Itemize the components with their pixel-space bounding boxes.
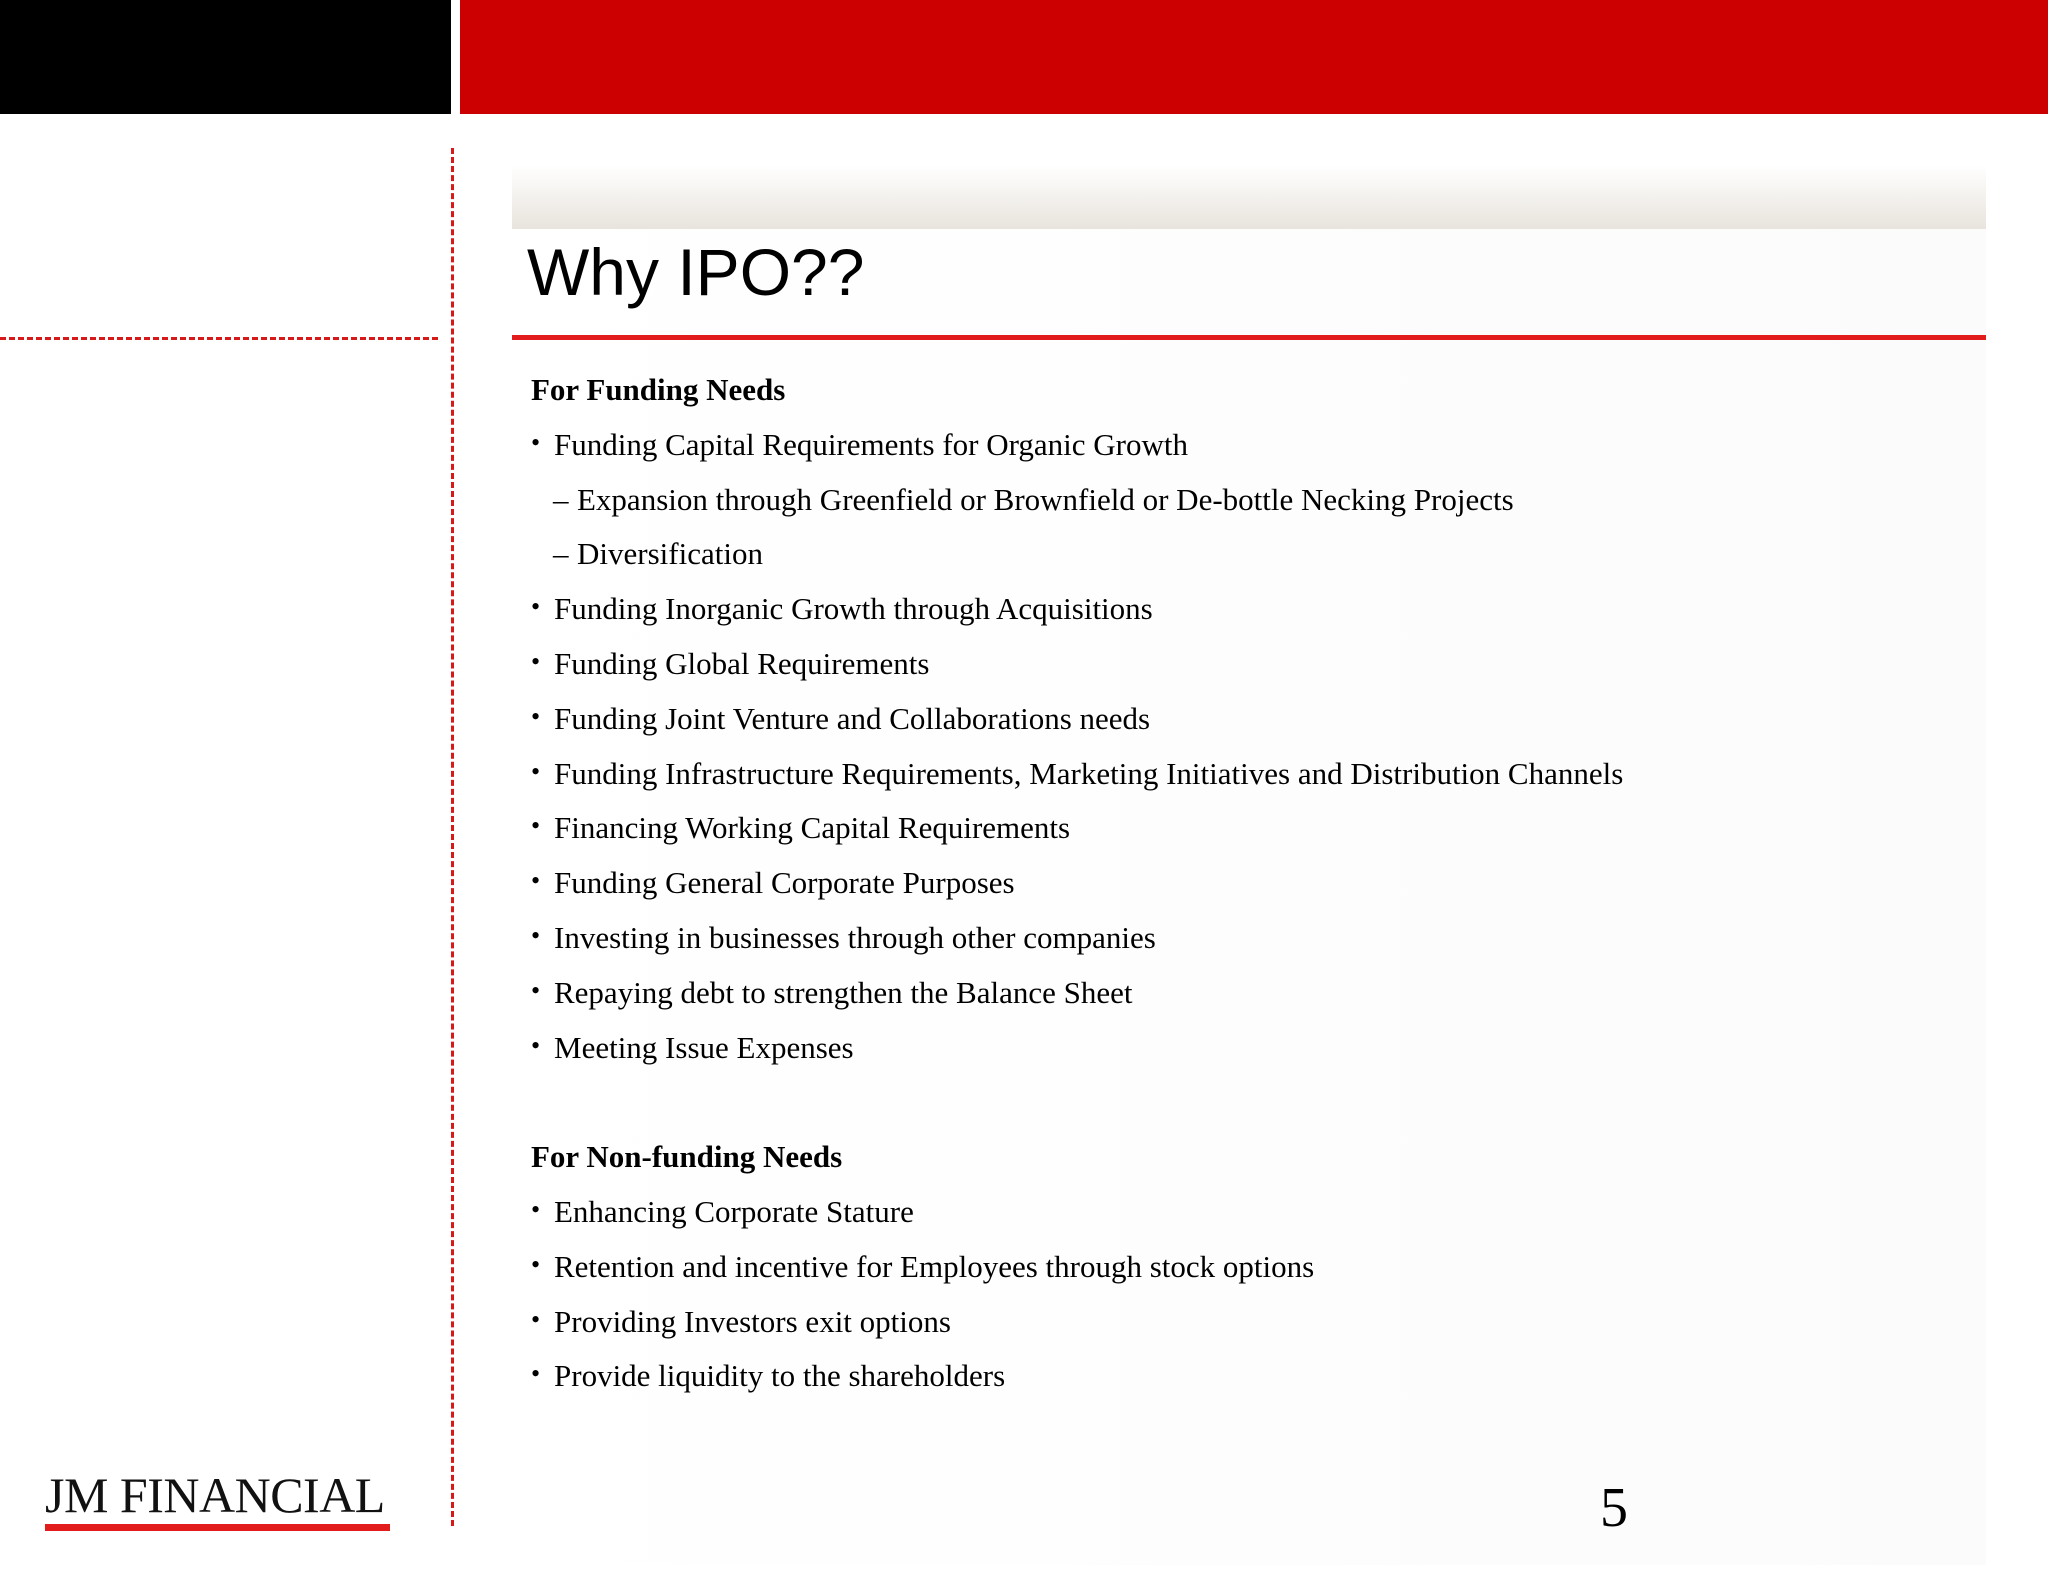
bullet-icon: • — [531, 1304, 541, 1334]
list-item-text: Repaying debt to strengthen the Balance Sheet — [554, 974, 1133, 1010]
list-item — [531, 801, 1951, 856]
bullet-icon: • — [531, 920, 541, 950]
list-item-text: Funding General Corporate Purposes — [554, 865, 1015, 901]
sub-list-item — [531, 473, 1951, 528]
list-item — [531, 966, 1951, 1021]
title-gradient-band — [512, 165, 1986, 229]
funding-needs-heading: For Funding Needs — [531, 372, 786, 407]
list-item — [531, 856, 1951, 911]
list-item — [531, 418, 1951, 473]
list-item-text: Funding Global Requirements — [554, 645, 930, 681]
vertical-dashed-divider — [451, 148, 454, 1526]
list-item-text: Investing in businesses through other companies — [554, 919, 1156, 955]
bullet-icon: • — [531, 756, 541, 786]
section-spacer — [531, 1075, 1951, 1130]
bullet-icon: • — [531, 427, 541, 457]
bullet-icon: • — [531, 1359, 541, 1389]
bullet-icon: • — [531, 701, 541, 731]
list-item — [531, 582, 1951, 637]
list-item — [531, 1240, 1951, 1295]
list-item-text: Funding Capital Requirements for Organic Growth — [554, 426, 1188, 462]
header-black-block — [0, 0, 451, 114]
bullet-icon: • — [531, 1249, 541, 1279]
list-item-text: Funding Joint Venture and Collaborations needs — [554, 700, 1151, 736]
non-funding-needs-list — [531, 1185, 1951, 1404]
list-item — [531, 1349, 1951, 1404]
sub-list-item-text: Diversification — [577, 536, 763, 572]
dash-icon: – — [553, 536, 569, 572]
list-item-text: Funding Infrastructure Requirements, Marketing Initiatives and Distribution Channels — [554, 755, 1624, 791]
funding-needs-list — [531, 418, 1951, 1076]
page-number: 5 — [1600, 1477, 1628, 1539]
title-underline — [512, 335, 1986, 340]
list-item — [531, 747, 1951, 802]
jm-financial-logo — [45, 1468, 390, 1531]
list-item-text: Funding Inorganic Growth through Acquisitions — [554, 591, 1153, 627]
sub-list-item — [531, 527, 1951, 582]
header-red-band — [460, 0, 2048, 114]
list-item-text: Enhancing Corporate Stature — [554, 1193, 914, 1229]
non-funding-needs-heading: For Non-funding Needs — [531, 1139, 843, 1175]
slide-body — [531, 363, 1951, 1404]
bullet-icon: • — [531, 1030, 541, 1060]
list-item — [531, 637, 1951, 692]
sub-list-item-text: Expansion through Greenfield or Brownfield or De-bottle Necking Projects — [577, 481, 1514, 517]
dash-icon: – — [553, 481, 569, 517]
list-item-text: Meeting Issue Expenses — [554, 1029, 854, 1065]
list-item — [531, 692, 1951, 747]
list-item-text: Financing Working Capital Requirements — [554, 810, 1071, 846]
bullet-icon: • — [531, 866, 541, 896]
horizontal-dashed-divider — [0, 337, 438, 340]
bullet-icon: • — [531, 646, 541, 676]
list-item — [531, 1021, 1951, 1076]
list-item-text: Providing Investors exit options — [554, 1303, 951, 1339]
bullet-icon: • — [531, 811, 541, 841]
bullet-icon: • — [531, 1194, 541, 1224]
logo-underline — [45, 1524, 390, 1531]
slide-title: Why IPO?? — [527, 235, 865, 309]
list-item — [531, 911, 1951, 966]
list-item-text: Provide liquidity to the shareholders — [554, 1358, 1006, 1394]
bullet-icon: • — [531, 975, 541, 1005]
list-item — [531, 1185, 1951, 1240]
list-item-text: Retention and incentive for Employees through stock options — [554, 1248, 1315, 1284]
list-item — [531, 1295, 1951, 1350]
logo-wordmark: JM FINANCIAL — [45, 1467, 385, 1523]
bullet-icon: • — [531, 592, 541, 622]
